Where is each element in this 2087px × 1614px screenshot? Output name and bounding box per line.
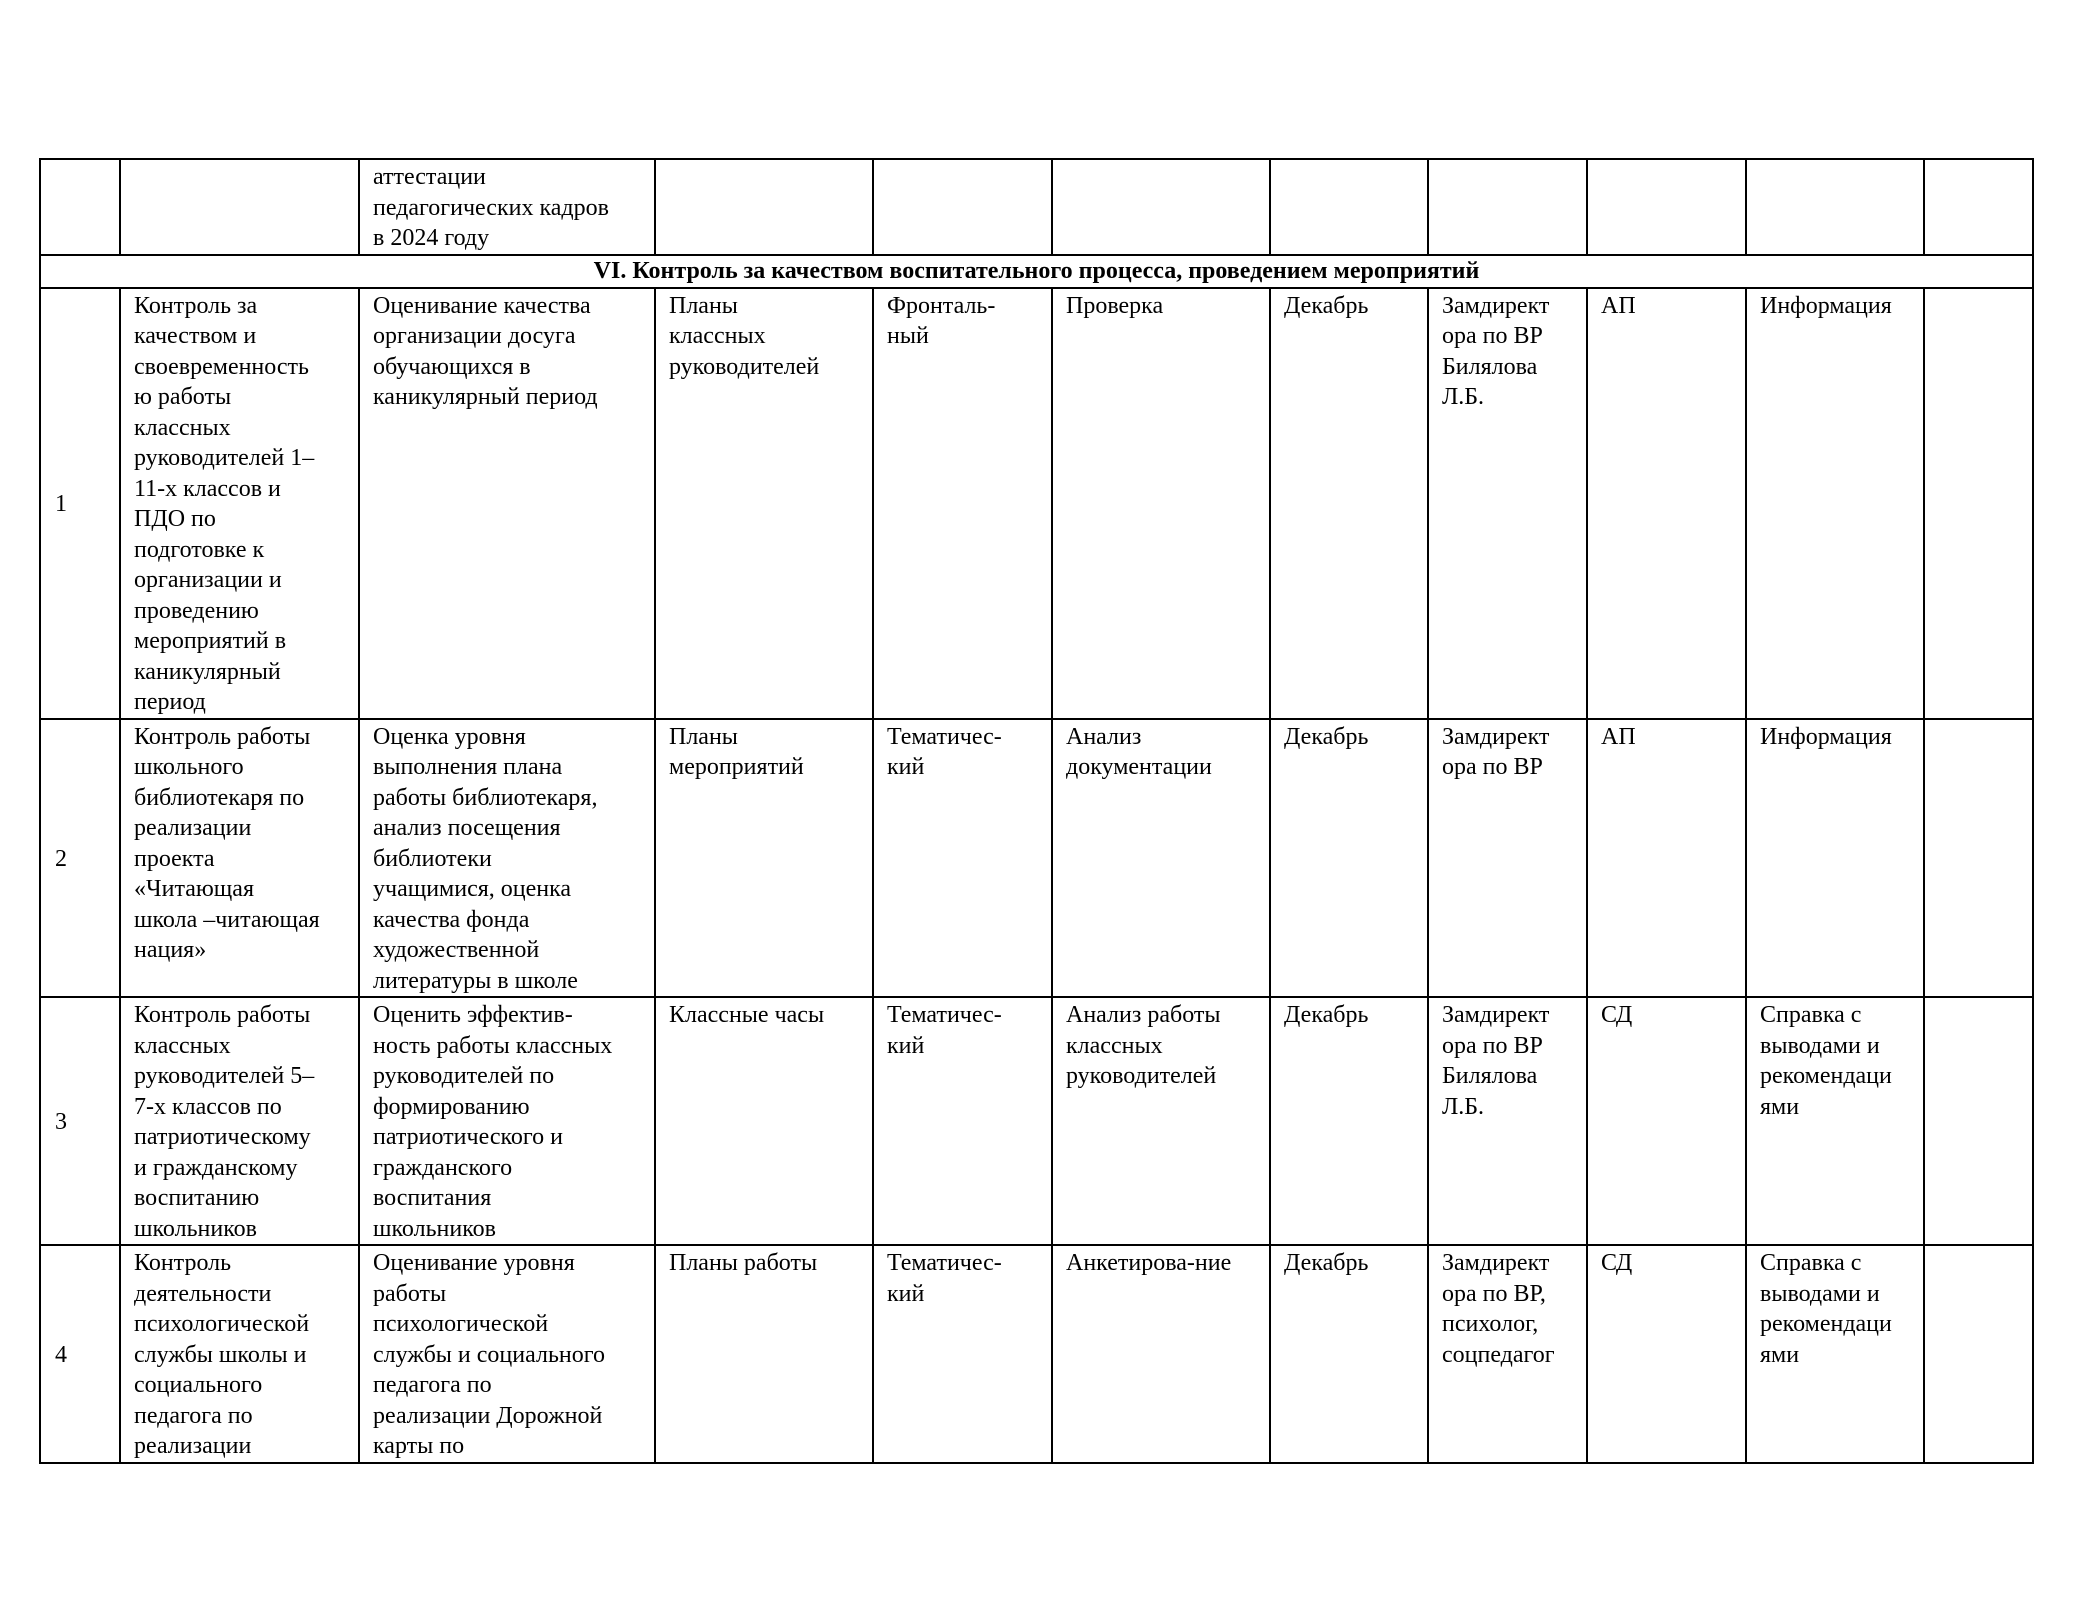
control-object: Контроль работы классных руководителей 5– 7-х классов по патриотическому и гражданскому воспитанию школьников bbox=[120, 997, 359, 1245]
control-plans: Классные часы bbox=[655, 997, 873, 1245]
section-title: VI. Контроль за качеством воспитательного процесса, проведением мероприятий bbox=[40, 255, 2033, 288]
control-result bbox=[1746, 159, 1924, 255]
control-period: Декабрь bbox=[1270, 719, 1428, 998]
row-number: 4 bbox=[40, 1245, 120, 1463]
control-type: Тематичес- кий bbox=[873, 1245, 1052, 1463]
control-period bbox=[1270, 159, 1428, 255]
control-plans bbox=[655, 159, 873, 255]
control-place: СД bbox=[1587, 997, 1746, 1245]
control-note bbox=[1924, 288, 2033, 719]
control-responsible: Замдирект ора по ВР Билялова Л.Б. bbox=[1428, 288, 1587, 719]
control-plans: Планы классных руководителей bbox=[655, 288, 873, 719]
control-object bbox=[120, 159, 359, 255]
control-method: Анкетирова-ние bbox=[1052, 1245, 1270, 1463]
control-method: Анализ работы классных руководителей bbox=[1052, 997, 1270, 1245]
control-type: Тематичес- кий bbox=[873, 719, 1052, 998]
control-goal: Оценивание качества организации досуга обучающихся в каникулярный период bbox=[359, 288, 655, 719]
row-number: 1 bbox=[40, 288, 120, 719]
row-number: 3 bbox=[40, 997, 120, 1245]
control-object: Контроль деятельности психологической службы школы и социального педагога по реализации bbox=[120, 1245, 359, 1463]
control-goal: Оценивание уровня работы психологической службы и социального педагога по реализации Дорожной карты по bbox=[359, 1245, 655, 1463]
control-goal: Оценить эффектив- ность работы классных руководителей по формированию патриотического и гражданского воспитания школьников bbox=[359, 997, 655, 1245]
row-number: 2 bbox=[40, 719, 120, 998]
control-responsible bbox=[1428, 159, 1587, 255]
control-place: АП bbox=[1587, 719, 1746, 998]
control-result: Справка с выводами и рекомендаци ями bbox=[1746, 997, 1924, 1245]
control-method: Проверка bbox=[1052, 288, 1270, 719]
control-note bbox=[1924, 997, 2033, 1245]
control-note bbox=[1924, 1245, 2033, 1463]
table-row bbox=[40, 719, 2033, 998]
control-note bbox=[1924, 719, 2033, 998]
control-type: Фронталь- ный bbox=[873, 288, 1052, 719]
section-row bbox=[40, 255, 2033, 288]
table-row bbox=[40, 997, 2033, 1245]
control-result: Информация bbox=[1746, 719, 1924, 998]
control-type: Тематичес- кий bbox=[873, 997, 1052, 1245]
control-plans: Планы мероприятий bbox=[655, 719, 873, 998]
control-plans: Планы работы bbox=[655, 1245, 873, 1463]
control-object: Контроль работы школьного библиотекаря по реализации проекта «Читающая школа –читающая нация» bbox=[120, 719, 359, 998]
control-result: Справка с выводами и рекомендаци ями bbox=[1746, 1245, 1924, 1463]
control-responsible: Замдирект ора по ВР Билялова Л.Б. bbox=[1428, 997, 1587, 1245]
control-responsible: Замдирект ора по ВР, психолог, соцпедагог bbox=[1428, 1245, 1587, 1463]
control-responsible: Замдирект ора по ВР bbox=[1428, 719, 1587, 998]
control-note bbox=[1924, 159, 2033, 255]
control-type bbox=[873, 159, 1052, 255]
table-row bbox=[40, 288, 2033, 719]
control-period: Декабрь bbox=[1270, 288, 1428, 719]
control-result: Информация bbox=[1746, 288, 1924, 719]
control-object: Контроль за качеством и своевременность ю работы классных руководителей 1– 11-х классов и ПДО по подготовке к организации и проведению мероприятий в каникулярный период bbox=[120, 288, 359, 719]
table-row bbox=[40, 1245, 2033, 1463]
row-number bbox=[40, 159, 120, 255]
control-plan-table bbox=[39, 158, 2034, 1464]
table-row bbox=[40, 159, 2033, 255]
control-method: Анализ документации bbox=[1052, 719, 1270, 998]
control-place: СД bbox=[1587, 1245, 1746, 1463]
control-place bbox=[1587, 159, 1746, 255]
control-period: Декабрь bbox=[1270, 997, 1428, 1245]
control-place: АП bbox=[1587, 288, 1746, 719]
control-goal: Оценка уровня выполнения плана работы библиотекаря, анализ посещения библиотеки учащимися, оценка качества фонда художественной литературы в школе bbox=[359, 719, 655, 998]
control-period: Декабрь bbox=[1270, 1245, 1428, 1463]
control-goal: аттестации педагогических кадров в 2024 году bbox=[359, 159, 655, 255]
control-method bbox=[1052, 159, 1270, 255]
